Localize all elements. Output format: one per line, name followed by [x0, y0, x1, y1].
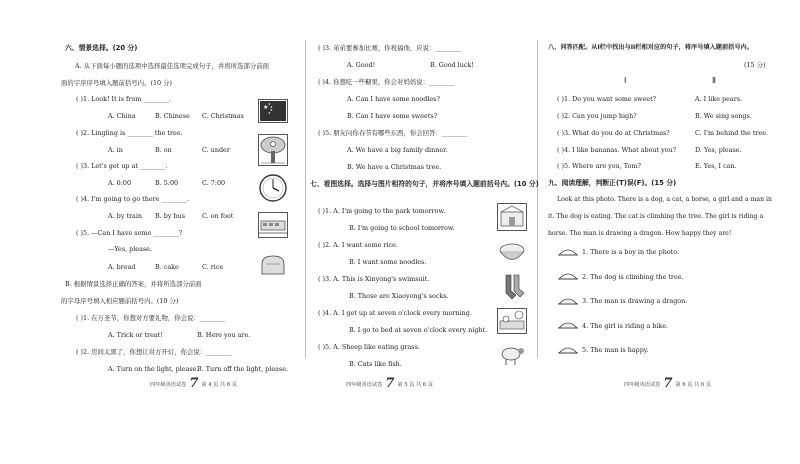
svg-text:★: ★ [270, 108, 273, 112]
option-b1-a: A. Trick or treat! [108, 331, 163, 339]
exam-page-4 [0, 0, 310, 464]
footer-number: 7 [663, 376, 673, 391]
match-answer-e: E. Yes, I can. [695, 162, 737, 170]
page-divider-2 [537, 40, 538, 358]
girl-in-tree-image [258, 134, 288, 166]
passage-line-2: it. The dog is eating. The cat is climbing the tree. The girl is riding a [548, 213, 764, 220]
picture-question-2: ( )2. A. I want some rice. [318, 241, 398, 249]
passage-line-3: horse. The man is drawing a dragon. How happy they are! [548, 230, 732, 237]
option-a3-a: A. 6:00 [108, 179, 132, 187]
page-4-footer [150, 376, 237, 391]
match-question-4: ( )4. I like bananas. What about you? [557, 146, 677, 154]
option-a4-c: C. on foot [202, 212, 234, 220]
picture-question-1-b: B. I'm going to school tomorrow. [349, 224, 455, 232]
match-answer-a: A. I like pears. [695, 95, 743, 103]
page-6-footer [624, 376, 711, 391]
footer-number: 7 [385, 376, 395, 391]
question-a5-answer: —Yes, please. [108, 245, 152, 253]
picture-question-4-b: B. I go to bed at seven o'clock every night. [349, 326, 488, 334]
question-a3: ( )3. Let's get up at ________. [76, 162, 168, 170]
column-two-label: Ⅱ [712, 76, 716, 85]
footer-page: 第 6 页 共 6 页 [675, 381, 711, 388]
section-eight-score: (15 分) [744, 61, 766, 69]
option-a5-a: A. bread [108, 263, 136, 271]
question-b4: ( )4. 你想吃一些糖果，你会对妈妈说：________ [318, 78, 455, 86]
option-b5-a: A. We have a big family dinner. [347, 146, 448, 154]
option-a2-a: A. in [108, 146, 123, 154]
match-question-1: ( )1. Do you want some sweet? [557, 95, 657, 103]
train-image [258, 212, 288, 238]
question-a4: ( )4. I'm going to go there ________. [76, 195, 190, 203]
column-one-label: Ⅰ [624, 76, 627, 85]
clock-image [258, 173, 288, 203]
match-answer-c: C. I'm behind the tree. [695, 129, 769, 137]
option-a5-c: C. rice [202, 263, 224, 271]
section-six-title: 六、情景选择。(20 分) [65, 44, 138, 52]
svg-text:★: ★ [263, 104, 269, 111]
option-a2-b: B. on [155, 146, 172, 154]
statement-5: 5. The man is happy. [582, 346, 649, 354]
answer-hat-icon[interactable] [558, 246, 578, 257]
option-a3-b: B. 5:00 [155, 179, 179, 187]
option-a5-b: B. cake [155, 263, 179, 271]
exam-page-5 [312, 0, 537, 464]
option-a1-b: B. Chinese [155, 112, 190, 120]
picture-question-5: ( )5. A. Sheep like eating grass. [318, 343, 420, 351]
svg-text:★: ★ [270, 105, 273, 109]
passage-line-1: Look at this photo. There is a dog, a cat, a horse, a girl and a man in [557, 196, 772, 203]
statement-4: 4. The girl is riding a bike. [582, 322, 669, 330]
bread-image [258, 250, 288, 280]
picture-question-4: ( )4. A. I get up at seven o'clock every morning. [318, 309, 472, 317]
option-a3-c: C. 7:00 [202, 179, 226, 187]
footer-page: 第 4 页 共 6 页 [201, 381, 237, 388]
option-a4-a: A. by train [108, 212, 143, 220]
footer-title: 四年级英语试卷 [150, 381, 187, 388]
answer-hat-icon[interactable] [558, 295, 578, 306]
page-divider-1 [305, 40, 306, 358]
footer-page: 第 5 页 共 6 页 [397, 381, 433, 388]
section-seven-title: 七、看图选择。选择与图片相符的句子，并将序号填入题前括号内。(10 分) [310, 180, 539, 188]
exam-page-6 [540, 0, 800, 464]
park-image [497, 203, 527, 231]
match-question-3: ( )3. What do you do at Christmas? [557, 129, 670, 137]
section-eight-title: 八、问答匹配。从I栏中找出与II栏相对应的句子，将序号填入题前括号内。 [548, 44, 753, 51]
footer-title: 四年级英语试卷 [624, 381, 661, 388]
match-answer-d: D. Yes, please. [695, 146, 742, 154]
question-a1: ( )1. Look! It is from ________. [76, 95, 171, 103]
option-a2-c: C. under [202, 146, 230, 154]
footer-title: 四年级英语试卷 [346, 381, 383, 388]
option-b2-b: B. Turn off the light, please. [197, 365, 289, 373]
picture-question-3: ( )3. A. This is Xinyong's swimsuit. [318, 275, 430, 283]
question-b3: ( )3. 弟弟要参加比赛，你祝福他，应说：________ [318, 44, 461, 52]
match-question-2: ( )2. Can you jump high? [557, 112, 637, 120]
picture-question-1: ( )1. A. I'm going to the park tomorrow. [318, 207, 446, 215]
picture-question-2-b: B. I want some noodles. [349, 258, 427, 266]
option-b1-b: B. Here you are. [197, 331, 251, 339]
option-a1-c: C. Christmas [202, 112, 244, 120]
part-a-intro-line1: A. 从下面每小题的选项中选择最佳选项完成句子，并将所选部分前面 [75, 62, 270, 70]
answer-hat-icon[interactable] [558, 319, 578, 330]
question-b2: ( )2. 房间太黑了，你想让对方开灯，你会说：________ [76, 348, 232, 356]
option-b2-a: A. Turn on the light, please. [108, 365, 199, 373]
page-5-footer [346, 376, 433, 391]
option-b3-b: B. Good luck! [430, 61, 474, 69]
part-a-intro-line2: 面的字序序号填入题前括号内。(10 分) [61, 79, 173, 87]
section-nine-title: 九、阅读理解，判断正(T)误(F)。(15 分) [548, 179, 677, 187]
statement-1: 1. There is a boy in the photo. [582, 248, 680, 256]
match-question-5: ( )5. Where are you, Tom? [557, 162, 641, 170]
svg-text:★: ★ [268, 102, 271, 106]
question-a5: ( )5. —Can I have some ________? [76, 229, 183, 237]
option-b3-a: A. Good! [347, 61, 376, 69]
answer-hat-icon[interactable] [558, 344, 578, 355]
picture-question-3-b: B. Those are Xiaoyong's socks. [349, 292, 449, 300]
sheep-image [497, 342, 527, 368]
part-b-intro-line2: 的字母序号填入相应题前括号内。(10 分) [61, 297, 179, 305]
option-b4-a: A. Can I have some noodles? [347, 95, 440, 103]
option-b4-b: B. Can I have some sweets? [347, 112, 438, 120]
footer-number: 7 [189, 376, 199, 391]
question-a2: ( )2. Lingling is ________ the tree. [76, 129, 183, 137]
answer-hat-icon[interactable] [558, 270, 578, 281]
part-b-intro-line1: B. 根据情景选择正确的答案，并将所选部分前面 [65, 280, 202, 288]
question-b1: ( )1. 在万圣节，你想对方要礼物，你会说：________ [76, 314, 226, 322]
china-flag-image [258, 99, 288, 123]
picture-question-5-b: B. Cats like fish. [349, 360, 402, 368]
bedtime-image [497, 308, 527, 334]
rice-bowl-image [497, 238, 527, 268]
option-b5-b: B. We have a Christmas tree. [347, 163, 442, 171]
socks-image [502, 273, 526, 301]
statement-2: 2. The dog is climbing the tree. [582, 273, 684, 281]
svg-text:★: ★ [268, 111, 271, 115]
option-a4-b: B. by bus [155, 212, 185, 220]
match-answer-b: B. We sing songs. [695, 112, 752, 120]
option-a1-a: A. China [108, 112, 136, 120]
statement-3: 3. The man is drawing a dragon. [582, 297, 688, 305]
question-b5: ( )5. 朋友问你春节有哪些东西，你会回答：________ [318, 129, 468, 137]
